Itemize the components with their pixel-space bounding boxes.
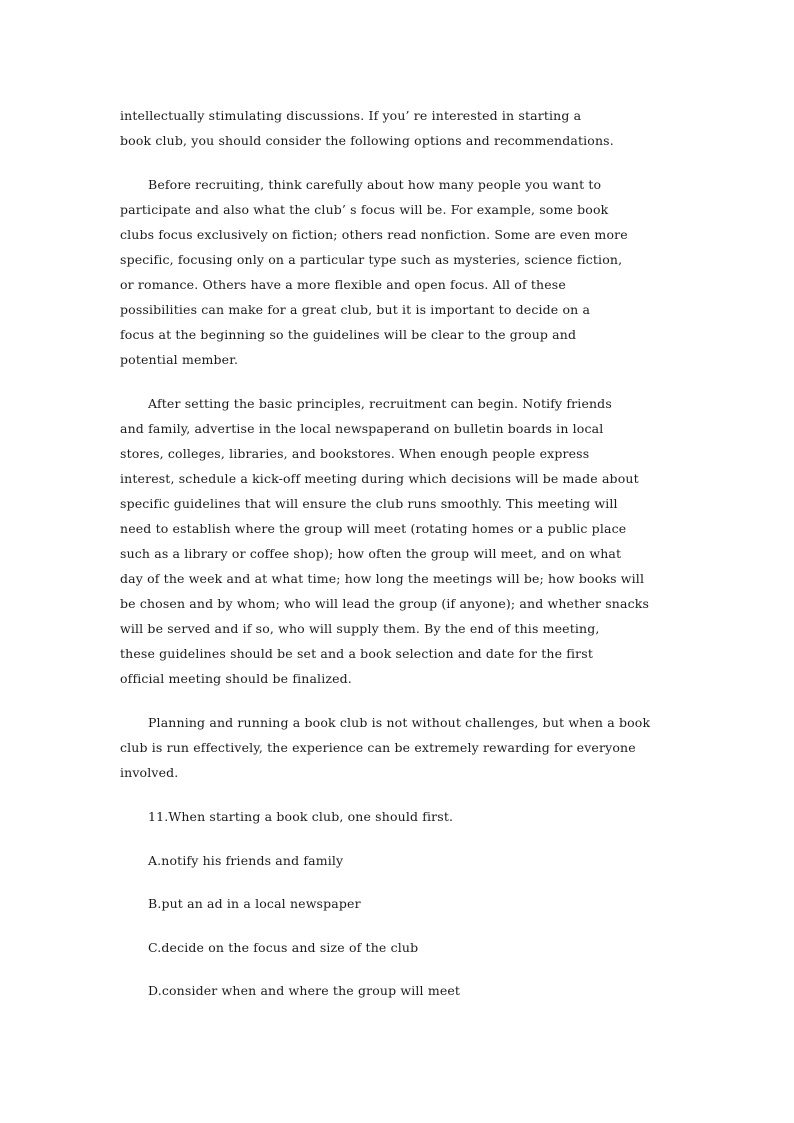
text-line: clubs focus exclusively on fiction; others read nonfiction. Some are even more (120, 227, 628, 242)
text-line: possibilities can make for a great club, but it is important to decide on a (120, 302, 591, 317)
text-line: and family, advertise in the local newspaperand on bulletin boards in local (120, 421, 604, 436)
text-line: or romance. Others have a more flexible and open focus. All of these (120, 277, 566, 292)
option-d-block (120, 978, 680, 1003)
text-line: Planning and running a book club is not without challenges, but when a book (148, 715, 651, 730)
question-stem-block (120, 804, 680, 829)
text-line: After setting the basic principles, recruitment can begin. Notify friends (148, 396, 612, 411)
text-line: stores, colleges, libraries, and bookstores. When enough people express (120, 446, 590, 461)
document-page (120, 103, 680, 1022)
text-line: these guidelines should be set and a book selection and date for the first (120, 646, 594, 661)
option-c: C.decide on the focus and size of the club (148, 939, 419, 955)
text-line: need to establish where the group will meet (rotating homes or a public place (120, 521, 627, 536)
option-d: D.consider when and where the group will meet (148, 983, 461, 998)
text-line: focus at the beginning so the guidelines will be clear to the group and (120, 327, 577, 342)
text-line: potential member. (120, 352, 239, 367)
paragraph-1 (120, 103, 680, 153)
text-line: interest, schedule a kick-off meeting during which decisions will be made about (120, 471, 639, 486)
text-line: club is run effectively, the experience can be extremely rewarding for everyone (120, 740, 636, 755)
option-b: B.put an ad in a local newspaper (148, 896, 361, 911)
text-line: be chosen and by whom; who will lead the group (if anyone); and whether snacks (120, 596, 650, 611)
text-line: official meeting should be finalized. (120, 671, 352, 686)
text-line: Before recruiting, think carefully about how many people you want to (148, 177, 602, 192)
question-stem: 11.When starting a book club, one should first. (148, 809, 454, 824)
text-line: book club, you should consider the following options and recommendations. (120, 133, 614, 148)
text-line: will be served and if so, who will supply them. By the end of this meeting, (120, 621, 600, 636)
option-b-block (120, 891, 680, 916)
text-line: intellectually stimulating discussions. If you’ re interested in starting a (120, 108, 582, 123)
text-line: such as a library or coffee shop); how often the group will meet, and on what (120, 546, 622, 561)
text-line: participate and also what the club’ s focus will be. For example, some book (120, 202, 609, 217)
option-a-block (120, 848, 680, 873)
text-line: specific guidelines that will ensure the club runs smoothly. This meeting will (120, 496, 618, 511)
option-c-block (120, 935, 680, 960)
paragraph-4 (120, 710, 680, 785)
text-line: involved. (120, 765, 179, 780)
text-line: day of the week and at what time; how long the meetings will be; how books will (120, 571, 645, 586)
paragraph-2 (120, 172, 680, 372)
text-line: specific, focusing only on a particular type such as mysteries, science fiction, (120, 252, 623, 267)
option-a: A.notify his friends and family (148, 852, 344, 868)
paragraph-3 (120, 391, 680, 691)
